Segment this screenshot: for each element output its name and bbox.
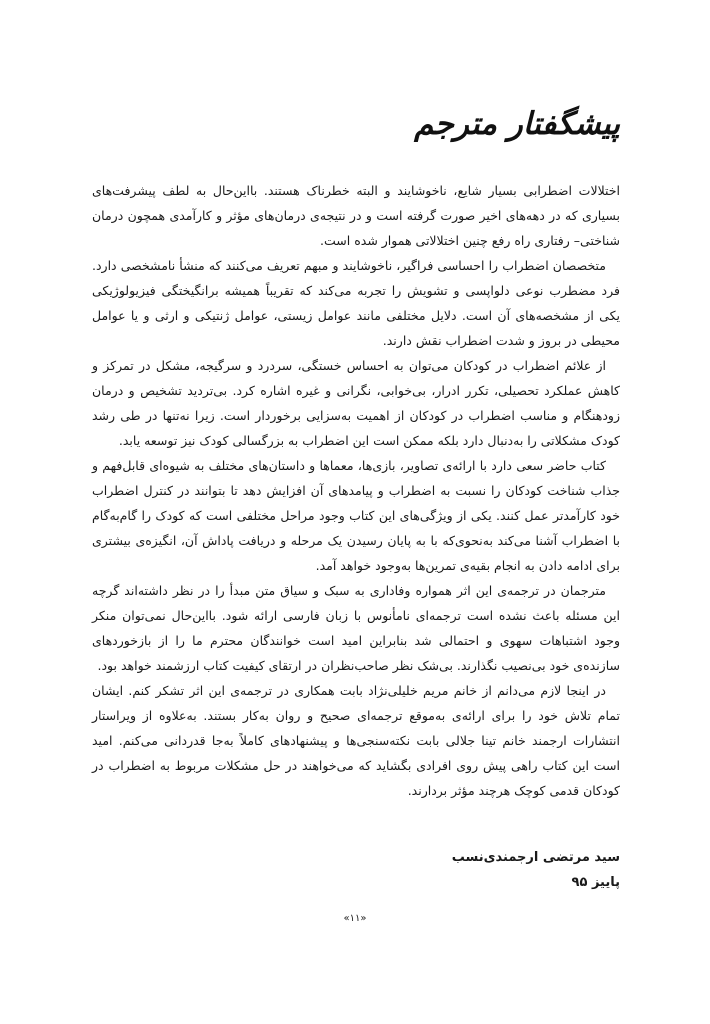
page-number: «۱۱» xyxy=(343,913,367,924)
translator-signature xyxy=(452,845,620,895)
paragraph-3: از علائم اضطراب در کودکان می‌توان به احساس خستگی، سردرد و سرگیجه، مشکل در تمرکز و کاهش عملکرد تحصیلی، تکرر ادرار، بی‌خوابی، نگرانی و غیره اشاره کرد. بی‌تردید تشخیص و درمان زودهنگام و مناسب اضطراب در کودکان از اهمیت به‌سزایی برخوردار است. زیرا نه‌تنها در طی رشد کودک مشکلاتی را به‌دنبال دارد بلکه ممکن است این اضطراب به بزرگسالی کودک نیز توسعه یابد. xyxy=(92,358,620,448)
translator-name: سید مرتضی ارجمندی‌نسب xyxy=(451,850,620,865)
paragraph-1: اختلالات اضطرابی بسیار شایع، ناخوشایند و البته خطرناک هستند. بااین‌حال به لطف پیشرفت‌های بسیاری که در دهه‌های اخیر صورت گرفته است و در نتیجه‌ی درمان‌های مؤثر و کارآمدی همچون درمان شناختی– رفتاری راه رفع چنین اختلالاتی هموار شده است. xyxy=(92,183,620,248)
page-title: پیشگفتار مترجم xyxy=(414,106,620,142)
preface-body xyxy=(92,178,620,803)
paragraph-6: در اینجا لازم می‌دانم از خانم مریم خلیلی‌نژاد بابت همکاری در ترجمه‌ی این اثر تشکر کنم. ایشان تمام تلاش خود را برای ارائه‌ی به‌موقع ترجمه‌ای صحیح و روان به‌کار بستند. به‌علاوه از ویراستار انتشارات ارجمند خانم تینا جلالی بابت نکته‌سنجی‌ها و پیشنهادهای کاملاً به‌جا قدردانی می‌کنم. امید است این کتاب راهی پیش روی افرادی بگشاید که می‌خواهند در حل مشکلات مربوط به اضطراب در کودکان قدمی کوچک هرچند مؤثر بردارند. xyxy=(92,683,620,798)
paragraph-2: متخصصان اضطراب را احساسی فراگیر، ناخوشایند و مبهم تعریف می‌کنند که منشأ نامشخصی دارد. فرد مضطرب نوعی دلواپسی و تشویش را تجربه می‌کند که تقریباً همیشه برانگیختگی فیزیولوژیکی یکی از مشخصه‌های آن است. دلایل مختلفی مانند عوامل زیستی، عوامل ژنتیکی و ارثی و یا عوامل محیطی در بروز و شدت اضطراب نقش دارند. xyxy=(92,258,620,348)
signature-date: پاییز ۹۵ xyxy=(571,875,620,890)
paragraph-4: کتاب حاضر سعی دارد با ارائه‌ی تصاویر، بازی‌ها، معماها و داستان‌های مختلف به شیوه‌ای قابل‌فهم و جذاب شناخت کودکان را نسبت به اضطراب و پیامدهای آن افزایش دهد تا بتوانند در کنترل اضطراب خود کارآمدتر عمل کنند. یکی از ویژگی‌های این کتاب وجود مراحل مختلفی است که کودک را گام‌به‌گام با اضطراب آشنا می‌کند به‌نحوی‌که با به پایان رسیدن یک مرحله و دریافت پاداش آن، انگیزه‌ی بیشتری برای ادامه دادن به انجام بقیه‌ی تمرین‌ها به‌وجود خواهد آمد. xyxy=(92,458,620,573)
paragraph-5: مترجمان در ترجمه‌ی این اثر همواره وفاداری به سبک و سیاق متن مبدأ را در نظر داشته‌اند گرچه این مسئله باعث نشده است ترجمه‌ای نامأنوس با زبان فارسی ارائه شود. بااین‌حال نمی‌توان منکر وجود اشتباهات سهوی و احتمالی شد بنابراین امید است خوانندگان محترم ما را از بازخوردهای سازنده‌ی خود بی‌نصیب نگذارند. بی‌شک نظر صاحب‌نظران در ارتقای کیفیت کتاب ارزشمند خواهد بود. xyxy=(92,583,620,673)
